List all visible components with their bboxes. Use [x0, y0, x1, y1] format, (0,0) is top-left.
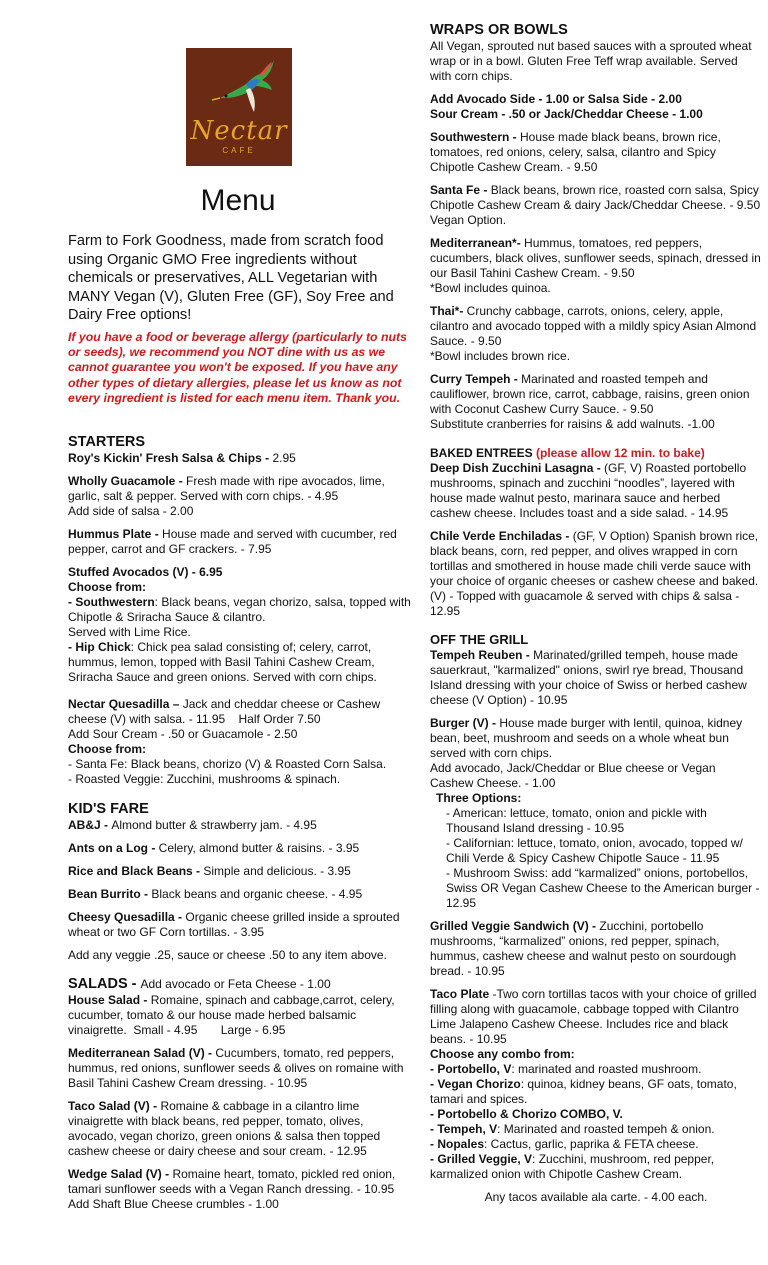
item-name: Burger (V) - [430, 716, 500, 730]
item-name: Santa Fe - [430, 183, 491, 197]
item-name: Taco Salad (V) - [68, 1099, 161, 1113]
salads-heading-sub: Add avocado or Feta Cheese - 1.00 [140, 977, 331, 991]
burger-option: - Mushroom Swiss: add “karmalized” onions, portobellos, Swiss OR Vegan Cashew Cheese to the American burger - 12.95 [446, 866, 760, 910]
item-name: Bean Burrito - [68, 887, 152, 901]
taco-combo [430, 1062, 762, 1077]
item-name: Chile Verde Enchiladas - [430, 529, 573, 543]
menu-item-burger [430, 716, 762, 911]
wraps-heading: WRAPS OR BOWLS [430, 22, 568, 38]
burger-option: - Californian: lettuce, tomato, onion, avocado, topped w/ Chili Verde & Spicy Cashew Chipotle Sauce - 11.95 [446, 836, 743, 865]
combo-name: - Portobello & Chorizo COMBO, V. [430, 1107, 623, 1121]
item-name: Taco Plate [430, 987, 493, 1001]
combo-name: - Portobello, V [430, 1062, 512, 1076]
item-name: AB&J - [68, 818, 112, 832]
item-price: 2.95 [272, 451, 296, 465]
item-name: Mediterranean*- [430, 236, 525, 250]
option: - Santa Fe: Black beans, chorizo (V) & Roasted Corn Salsa. [68, 757, 387, 771]
item-desc: Black beans and organic cheese. - 4.95 [151, 887, 363, 901]
nectar-cafe-logo [186, 48, 292, 166]
item-name: Wedge Salad (V) - [68, 1167, 173, 1181]
taco-combo [430, 1137, 762, 1152]
menu-item-house-salad [68, 993, 413, 1038]
wraps-addons [430, 92, 762, 122]
combo-name: - Tempeh, V [430, 1122, 498, 1136]
combo-name: - Grilled Veggie, V [430, 1152, 533, 1166]
item-desc: -Two corn tortillas tacos with your choice of grilled filling along with guacamole, cabbage topped with Cilantro Lime Jalapeno Cashew Cheese. Includes rice and black beans. - 10.95 [430, 987, 757, 1046]
item-name: Wholly Guacamole - [68, 474, 187, 488]
starters-section [68, 434, 413, 1212]
menu-item-abj [68, 818, 413, 833]
item-extra: Add Shaft Blue Cheese crumbles - 1.00 [68, 1197, 279, 1211]
option-name: - Southwestern [68, 595, 155, 609]
kids-heading: KID'S FARE [68, 801, 149, 817]
item-desc: (GF, V) Roasted portobello mushrooms, spinach and zucchini “noodles”, layered with house made walnut pesto, marinara sauce and herbed cashew cheese. Includes toast and a side salad. - 14.95 [430, 461, 747, 520]
menu-item-santa-fe [430, 183, 762, 228]
item-desc: Black beans, brown rice, roasted corn salsa, Spicy Chipotle Cashew Cream & dairy Jack/Cheddar Cheese. - 9.50 Vegan Option. [430, 183, 761, 227]
grill-heading: OFF THE GRILL [430, 632, 529, 647]
item-name: House Salad - [68, 993, 151, 1007]
item-desc: Simple and delicious. - 3.95 [203, 864, 351, 878]
wraps-intro: All Vegan, sprouted nut based sauces with a sprouted wheat wrap or in a bowl. Gluten Free Teff wrap available. Served with corn chips. [430, 39, 752, 83]
item-desc: Celery, almond butter & raisins. - 3.95 [158, 841, 360, 855]
item-desc: Cucumbers, tomato, red peppers, hummus, red onions, sunflower seeds & olives on romaine with Basil Tahini Cashew Cream dressing. - 10.95 [68, 1046, 404, 1090]
menu-item-hummus-plate [68, 527, 413, 557]
item-name: Nectar Quesadilla – [68, 697, 183, 711]
item-desc: House made and served with cucumber, red pepper, carrot and GF crackers. - 7.95 [68, 527, 397, 556]
item-desc: Jack and cheddar cheese or Cashew cheese (V) with salsa. - 11.95 Half Order 7.50 [68, 697, 384, 726]
menu-item-wedge-salad [68, 1167, 413, 1212]
item-desc: Romaine, spinach and cabbage,carrot, celery, cucumber, tomato & our house made herbed balsamic vinaigrette. Small - 4.95 Large - 6.95 [68, 993, 398, 1037]
option: - Roasted Veggie: Zucchini, mushrooms & spinach. [68, 772, 341, 786]
option-desc: : Chick pea salad consisting of; celery, carrot, hummus, lemon, topped with Basil Tahini Cashew Cream, Sriracha Sauce and green onions. Served with corn chips. [68, 640, 377, 684]
menu-item-cheesy-quesadilla [68, 910, 413, 940]
item-desc: Romaine & cabbage in a cilantro lime vinaigrette with black beans, red pepper, tomato, olives, avocado, vegan chorizo, green onions & salsa then topped cashew cheese or dairy cheese and sour cream. - 12.95 [68, 1099, 381, 1158]
menu-item-chile-verde-enchiladas [430, 529, 762, 619]
item-name: Cheesy Quesadilla - [68, 910, 186, 924]
item-name: Ants on a Log - [68, 841, 159, 855]
allergy-warning: If you have a food or beverage allergy (particularly to nuts or seeds), we recommend you NOT dine with us as we cannot guarantee you won't be exposed. If you have any other types of dietary allergies, please let us know as not every ingredient is listed for each menu item. Thank you. [68, 330, 407, 405]
item-desc: Marinated/grilled tempeh, house made sauerkraut, "karmalized" onions, swirl rye bread, Thousand Island dressing with your choice of Swiss or herbed cashew cheese (V Option) - 10.95 [430, 648, 747, 707]
combo-desc: : Zucchini, mushroom, red pepper, karmalized onion with Chipotle Cashew Cream. [430, 1152, 715, 1181]
intro-text: Farm to Fork Goodness, made from scratch food using Organic GMO Free ingredients without chemicals or preservatives, ALL Vegetarian with MANY Vegan (V), Gluten Free (GF), Soy Free and Dairy Free options! [68, 233, 394, 323]
starters-heading: STARTERS [68, 434, 146, 450]
taco-footer-note: Any tacos available ala carte. - 4.00 each. [484, 1190, 708, 1204]
item-desc: (GF, V Option) Spanish brown rice, black beans, corn, red pepper, and olives wrapped in corn tortillas and smothered in house made chili verde sauce with your choice of organic cheeses or cashew cheese and baked. (V) - Topped with guacamole & served with chips & salsa - 12.95 [430, 529, 759, 618]
addon-line: Sour Cream - .50 or Jack/Cheddar Cheese - 1.00 [430, 107, 703, 121]
option-extra: Served with Lime Rice. [68, 625, 191, 639]
taco-combo [430, 1077, 762, 1107]
kids-addon-note: Add any veggie .25, sauce or cheese .50 to any item above. [68, 948, 387, 962]
menu-item-bean-burrito [68, 887, 413, 902]
item-extra: Add side of salsa - 2.00 [68, 504, 194, 518]
choose-label: Choose any combo from: [430, 1047, 575, 1061]
menu-item-mediterranean-wrap [430, 236, 762, 296]
item-name: Mediterranean Salad (V) - [68, 1046, 216, 1060]
options-heading: Three Options: [436, 791, 522, 805]
item-desc: Almond butter & strawberry jam. - 4.95 [111, 818, 317, 832]
right-column [430, 22, 762, 1205]
combo-desc: : Marinated and roasted tempeh & onion. [497, 1122, 715, 1136]
combo-desc: : marinated and roasted mushroom. [511, 1062, 702, 1076]
menu-item-ants-on-a-log [68, 841, 413, 856]
logo-brand-text: Nectar [190, 116, 288, 146]
menu-item-thai [430, 304, 762, 364]
logo-cafe-text: CAFE [222, 146, 256, 155]
taco-combo [430, 1107, 762, 1122]
menu-item-zucchini-lasagna [430, 461, 762, 521]
item-desc: House made burger with lentil, quinoa, kidney bean, beet, mushroom and seeds on a whole wheat bun served with corn chips. [430, 716, 743, 760]
item-add: Add avocado, Jack/Cheddar or Blue cheese or Vegan Cashew Cheese. - 1.00 [430, 761, 716, 790]
menu-item-rice-black-beans [68, 864, 413, 879]
item-name: Grilled Veggie Sandwich (V) - [430, 919, 600, 933]
item-desc: Fresh made with ripe avocados, lime, garlic, salt & pepper. Served with corn chips. - 4.95 [68, 474, 385, 503]
menu-item-tempeh-reuben [430, 648, 762, 708]
item-extra: *Bowl includes quinoa. [430, 281, 551, 295]
item-name: Hummus Plate - [68, 527, 163, 541]
option-desc: : Black beans, vegan chorizo, salsa, topped with Chipotle & Sriracha Sauce & cilantro. [68, 595, 411, 624]
menu-item-guacamole [68, 474, 413, 519]
menu-item-mediterranean-salad [68, 1046, 413, 1091]
item-name: Southwestern - [430, 130, 521, 144]
item-name: Curry Tempeh - [430, 372, 522, 386]
item-name: Tempeh Reuben - [430, 648, 534, 662]
menu-item-taco-salad [68, 1099, 413, 1159]
baked-note: (please allow 12 min. to bake) [536, 446, 705, 460]
item-name: Stuffed Avocados (V) - 6.95 [68, 565, 223, 579]
menu-item-stuffed-avocados [68, 565, 413, 685]
menu-item-nectar-quesadilla [68, 697, 413, 787]
baked-heading-text: BAKED ENTREES [430, 446, 537, 460]
page-title: Menu [200, 184, 276, 217]
combo-desc: : quinoa, kidney beans, GF oats, tomato, tamari and spices. [430, 1077, 737, 1106]
option-name: - Hip Chick [68, 640, 131, 654]
taco-combo [430, 1122, 762, 1137]
item-add: Add Sour Cream - .50 or Guacamole - 2.50 [68, 727, 298, 741]
taco-combo [430, 1152, 762, 1182]
item-desc: Marinated and roasted tempeh and cauliflower, brown rice, carrot, cabbage, raisins, green onion with Coconut Cashew Curry Sauce. - 9.50 [430, 372, 750, 416]
item-name: Roy's Kickin' Fresh Salsa & Chips - [68, 451, 273, 465]
item-extra: Substitute cranberries for raisins & add walnuts. -1.00 [430, 417, 715, 431]
item-desc: House made black beans, brown rice, tomatoes, red onions, celery, salsa, cilantro and Spicy Chipotle Cashew Cream. - 9.50 [430, 130, 721, 174]
menu-item-roys-salsa [68, 451, 413, 466]
item-name: Deep Dish Zucchini Lasagna - [430, 461, 605, 475]
item-desc: Romaine heart, tomato, pickled red onion, tamari sunflower seeds with a Vegan Ranch dressing. - 10.95 [68, 1167, 396, 1196]
item-desc: Crunchy cabbage, carrots, onions, celery, apple, cilantro and avocado topped with a mildly spicy Asian Almond Sauce. - 9.50 [430, 304, 757, 348]
baked-heading [430, 446, 762, 461]
menu-item-southwestern [430, 130, 762, 175]
item-name: Rice and Black Beans - [68, 864, 204, 878]
menu-item-curry-tempeh [430, 372, 762, 432]
combo-desc: : Cactus, garlic, paprika & FETA cheese. [484, 1137, 699, 1151]
item-desc: Hummus, tomatoes, red peppers, cucumbers, black olives, sunflower seeds, spinach, dressed in our Basil Tahini Cashew Cream. - 9.50 [430, 236, 761, 280]
menu-item-taco-plate [430, 987, 762, 1205]
item-name: Thai*- [430, 304, 467, 318]
combo-name: - Nopales [430, 1137, 485, 1151]
item-desc: Zucchini, portobello mushrooms, “karmalized” onions, red pepper, spinach, hummus, cashew cheese and walnut pesto on sourdough bread. - 10.95 [430, 919, 737, 978]
choose-label: Choose from: [68, 580, 146, 594]
combo-name: - Vegan Chorizo [430, 1077, 521, 1091]
hummingbird-icon [210, 54, 280, 118]
burger-option: - American: lettuce, tomato, onion and pickle with Thousand Island dressing - 10.95 [446, 806, 707, 835]
addon-line: Add Avocado Side - 1.00 or Salsa Side - 2.00 [430, 92, 682, 106]
choose-label: Choose from: [68, 742, 146, 756]
item-extra: *Bowl includes brown rice. [430, 349, 571, 363]
salads-heading-text: SALADS - [68, 976, 141, 992]
menu-item-grilled-veggie-sandwich [430, 919, 762, 979]
item-desc: Organic cheese grilled inside a sprouted wheat or two GF Corn tortillas. - 3.95 [68, 910, 400, 939]
salads-heading [68, 975, 413, 993]
